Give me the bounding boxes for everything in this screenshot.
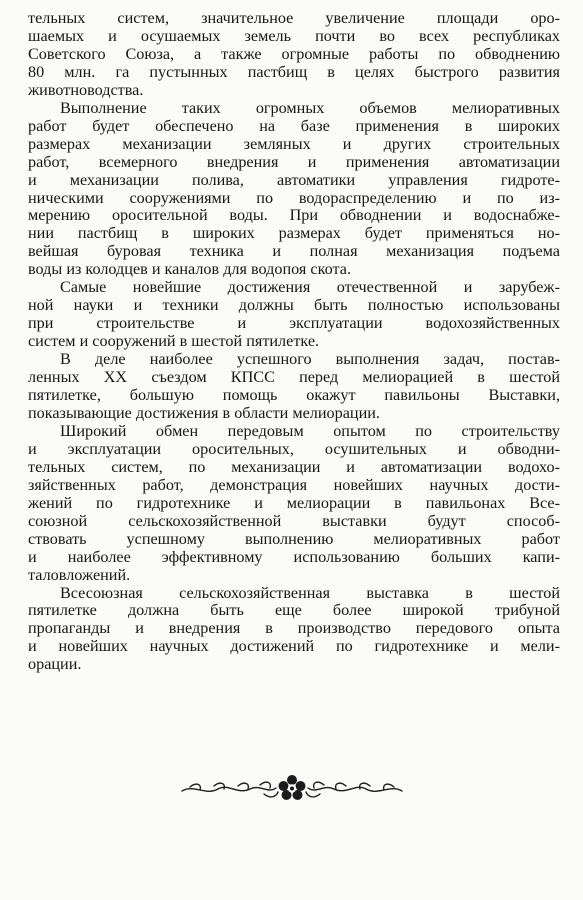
paragraph-4: [28, 351, 560, 423]
text-line: 80 млн. га пустынных пастбищ в целях быстрого развития: [28, 62, 560, 81]
paragraph-6: [28, 585, 560, 675]
text-line: воды из колодцев и каналов для водопоя скота.: [28, 260, 352, 279]
text-line: и новейших научных достижений по гидротехнике и мели-: [28, 637, 560, 656]
paragraph-1: [28, 10, 560, 100]
text-line: ленных XX съездом КПСС перед мелиорацией в шестой: [28, 368, 560, 387]
text-line: систем и сооружений в шестой пятилетке.: [28, 332, 320, 351]
text-line: тельных систем, по механизации и автоматизации водохо-: [28, 457, 560, 476]
text-line: размерах механизации земляных и других строительных: [28, 134, 560, 153]
text-line: жений по гидротехнике и мелиорации в павильонах Все-: [28, 493, 560, 512]
text-line: В деле наиболее успешного выполнения задач, постав-: [60, 350, 560, 369]
text-line: и механизации полива, автоматики управления гидроте-: [28, 170, 560, 189]
text-line: ной науки и техники должны быть полностью использованы: [28, 296, 560, 315]
text-line: Всесоюзная сельскохозяйственная выставка в шестой: [60, 583, 560, 602]
text-line: ническими сооружениями по водораспределению и по из-: [28, 188, 560, 207]
text-line: нии пастбищ в широких размерах будет применяться но-: [28, 224, 560, 243]
text-line: Самые новейшие достижения отечественной и зарубеж-: [60, 278, 560, 297]
text-line: орации.: [28, 655, 82, 674]
text-line: пропаганды и внедрения в производство передового опыта: [28, 619, 560, 638]
text-line: союзной сельскохозяйственной выставки будут способ-: [28, 511, 560, 530]
text-line: Выполнение таких огромных объемов мелиоративных: [60, 98, 560, 117]
text-line: животноводства.: [28, 80, 144, 99]
text-line: шаемых и осушаемых земель почти во всех республиках: [28, 26, 560, 45]
floral-divider-icon: [180, 770, 404, 804]
text-line: Советского Союза, а также огромные работы по обводнению: [28, 44, 560, 63]
text-line: и наиболее эффективному использованию больших капи-: [28, 547, 560, 566]
text-line: показывающие достижения в области мелиорации.: [28, 403, 380, 422]
text-line: таловложений.: [28, 565, 131, 584]
text-line: вейшая буровая техника и полная механизация подъема: [28, 242, 560, 261]
text-line: тельных систем, значительное увеличение площади оро-: [28, 9, 560, 27]
text-line: работ будет обеспечено на базе применения в широких: [28, 116, 560, 135]
text-line: мерению оросительной воды. При обводнении и водоснабже-: [28, 206, 560, 225]
text-line: ствовать успешному выполнению мелиоративных работ: [28, 529, 560, 548]
text-line: зяйственных работ, демонстрация новейших научных дости-: [28, 475, 560, 494]
text-line: пятилетке, большую помощь окажут павильоны Выставки,: [28, 386, 560, 405]
paragraph-5: [28, 423, 560, 585]
paragraph-3: [28, 279, 560, 351]
text-line: пятилетке должна быть еще более широкой трибуной: [28, 601, 560, 620]
text-line: работ, всемерного внедрения и применения автоматизации: [28, 152, 560, 171]
text-line: Широкий обмен передовым опытом по строительству: [60, 421, 560, 440]
text-line: при строительстве и эксплуатации водохозяйственных: [28, 314, 560, 333]
body-text: [28, 10, 560, 674]
text-line: и эксплуатации оросительных, осушительных и обводни-: [28, 439, 560, 458]
paragraph-2: [28, 100, 560, 280]
